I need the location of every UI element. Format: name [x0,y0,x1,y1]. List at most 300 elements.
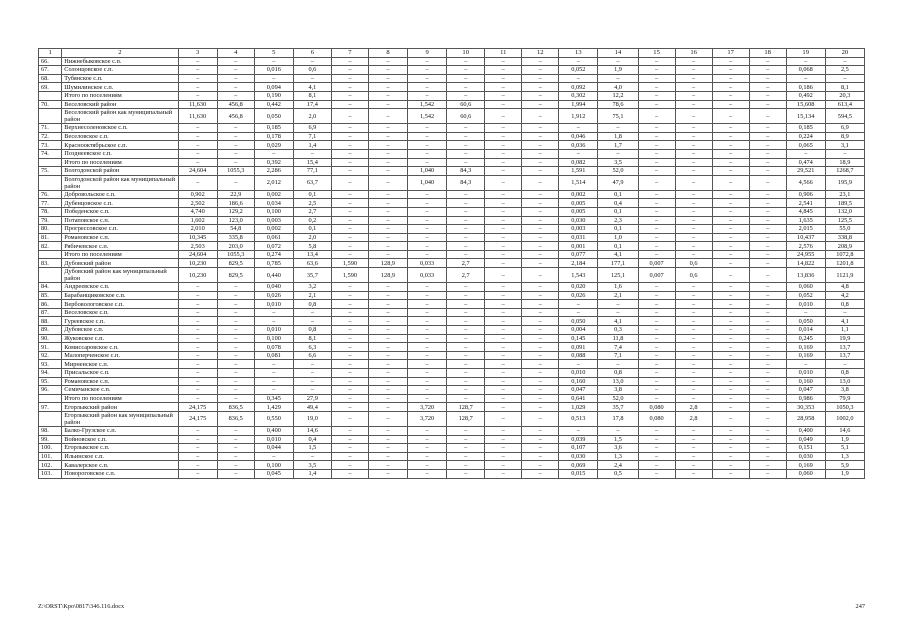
table-cell: 1121,9 [825,268,864,283]
row-number [39,250,62,259]
table-cell: 2,184 [559,259,598,268]
table-cell: 0,010 [254,326,293,335]
table-cell: 1,9 [825,469,864,478]
table-cell: – [712,351,749,360]
table-cell: 0,047 [786,386,825,395]
row-number: 74. [39,149,62,158]
table-cell: 0,092 [559,83,598,92]
table-cell: – [408,57,447,66]
table-cell: – [331,334,368,343]
table-cell: – [331,100,368,109]
table-cell: 1,4 [293,469,331,478]
table-cell: – [331,190,368,199]
row-name: Краснооктябрьское с.п. [62,141,178,150]
table-cell: – [254,386,293,395]
table-cell: 3,720 [408,411,447,426]
table-cell: 2,8 [675,403,712,412]
row-number: 84. [39,283,62,292]
table-cell: 0,020 [559,283,598,292]
table-cell: – [217,149,254,158]
table-cell: – [712,225,749,234]
table-cell: – [368,207,407,216]
table-cell: – [368,175,407,190]
table-cell: – [331,149,368,158]
table-cell: – [638,283,675,292]
table-cell: 0,082 [559,158,598,167]
table-cell: – [485,360,522,369]
table-cell: – [408,291,447,300]
table-cell: – [559,74,598,83]
table-cell: – [675,225,712,234]
table-cell: 0,785 [254,259,293,268]
table-cell: – [712,411,749,426]
row-number: 68. [39,74,62,83]
table-cell: – [447,216,485,225]
table-cell: – [749,469,786,478]
table-cell: 1,591 [559,167,598,176]
table-cell: 8,1 [293,334,331,343]
row-number: 66. [39,57,62,66]
table-cell: – [675,334,712,343]
table-cell: – [675,124,712,133]
table-cell: – [522,308,559,317]
row-number: 92. [39,351,62,360]
row-number: 78. [39,207,62,216]
table-cell: – [178,57,217,66]
row-name: Позднеевское с.п. [62,149,178,158]
table-cell: – [675,377,712,386]
row-number: 73. [39,141,62,150]
row-name: Дубенцовское с.п. [62,199,178,208]
table-cell: – [485,83,522,92]
table-cell: – [368,57,407,66]
table-cell: 4,2 [825,291,864,300]
table-cell: – [675,132,712,141]
table-cell: – [485,207,522,216]
table-cell: – [749,158,786,167]
table-cell: 7,1 [293,132,331,141]
table-cell: 1,542 [408,100,447,109]
table-cell: – [408,452,447,461]
table-cell: – [638,233,675,242]
table-cell: – [638,124,675,133]
row-name: Рябичевское с.п. [62,242,178,251]
table-cell: 1,635 [786,216,825,225]
table-cell: – [485,343,522,352]
table-cell: – [447,435,485,444]
table-cell: – [408,360,447,369]
table-cell: 0,224 [786,132,825,141]
table-cell: 6,9 [825,124,864,133]
table-cell: – [368,426,407,435]
table-cell: – [675,435,712,444]
table-cell: 0,100 [254,461,293,470]
table-cell: – [368,300,407,309]
table-cell: 0,080 [638,411,675,426]
table-cell: – [712,216,749,225]
table-cell: – [447,124,485,133]
table-cell: – [408,317,447,326]
table-row [39,403,865,412]
row-number [39,394,62,403]
table-cell: – [485,411,522,426]
table-cell: – [331,57,368,66]
table-cell: – [675,426,712,435]
table-cell: – [217,66,254,75]
table-cell: – [712,242,749,251]
table-cell: – [447,158,485,167]
table-cell: – [675,461,712,470]
table-cell: – [638,225,675,234]
row-number: 96. [39,386,62,395]
table-cell: 1,514 [559,175,598,190]
row-name: Кавалерское с.п. [62,461,178,470]
table-cell: – [675,469,712,478]
table-cell: 0,050 [254,109,293,124]
row-number: 69. [39,83,62,92]
column-header: 7 [331,49,368,58]
table-cell: 1,543 [559,268,598,283]
row-number: 80. [39,225,62,234]
row-number: 90. [39,334,62,343]
table-cell: – [447,351,485,360]
page-footer [38,603,865,613]
table-cell: 0,986 [786,394,825,403]
row-number: 95. [39,377,62,386]
table-cell: 3,1 [825,141,864,150]
table-cell: – [178,435,217,444]
row-number: 85. [39,291,62,300]
table-cell: 0,392 [254,158,293,167]
table-cell: 128,9 [368,268,407,283]
table-cell: 5,9 [825,461,864,470]
table-cell: – [559,57,598,66]
table-cell: – [749,351,786,360]
table-cell: – [178,469,217,478]
table-cell: 2,0 [293,109,331,124]
table-cell: – [447,74,485,83]
table-row [39,461,865,470]
table-cell: – [522,351,559,360]
column-header: 20 [825,49,864,58]
table-cell: – [598,57,638,66]
table-cell: 0,8 [598,369,638,378]
column-header: 10 [447,49,485,58]
table-cell: 613,4 [825,100,864,109]
table-cell: 0,050 [559,317,598,326]
table-cell: 0,3 [598,326,638,335]
table-cell: – [485,167,522,176]
table-cell: – [447,317,485,326]
row-number [39,91,62,100]
column-header: 16 [675,49,712,58]
table-cell: – [408,91,447,100]
table-cell: – [447,141,485,150]
table-row [39,343,865,352]
table-cell: – [522,66,559,75]
table-row [39,435,865,444]
table-cell: 177,1 [598,259,638,268]
table-cell: 0,190 [254,91,293,100]
table-cell: 75,1 [598,109,638,124]
table-cell: – [712,199,749,208]
table-cell: 195,9 [825,175,864,190]
table-cell: – [638,250,675,259]
table-row [39,141,865,150]
table-cell: – [522,300,559,309]
column-header: 18 [749,49,786,58]
row-number: 70. [39,100,62,109]
table-cell: – [408,377,447,386]
table-cell: – [522,291,559,300]
table-cell: 60,6 [447,109,485,124]
table-cell: – [254,74,293,83]
table-cell: – [675,207,712,216]
row-name: Тубянское с.п. [62,74,178,83]
table-cell: 0,065 [786,141,825,150]
table-cell: – [368,242,407,251]
table-cell: – [217,317,254,326]
table-row [39,317,865,326]
table-cell: 6,3 [293,343,331,352]
table-cell: 0,8 [825,369,864,378]
table-cell: – [522,452,559,461]
table-row [39,233,865,242]
table-cell: – [331,308,368,317]
table-cell: 0,030 [559,216,598,225]
table-cell: – [712,308,749,317]
table-cell: 123,0 [217,216,254,225]
table-cell: – [217,469,254,478]
table-cell: – [447,452,485,461]
table-cell: – [675,199,712,208]
table-cell: – [522,334,559,343]
table-cell: – [368,334,407,343]
table-cell: – [749,411,786,426]
table-cell: – [368,394,407,403]
table-cell: 0,044 [254,444,293,453]
table-cell: 0,072 [254,242,293,251]
table-cell: – [485,334,522,343]
table-cell: – [749,435,786,444]
table-cell: – [178,124,217,133]
table-cell: 0,030 [559,452,598,461]
table-cell: – [368,343,407,352]
table-cell: 0,052 [786,291,825,300]
table-cell: – [712,369,749,378]
table-row [39,268,865,283]
table-cell: – [368,100,407,109]
table-cell: 0,029 [254,141,293,150]
table-cell: – [786,74,825,83]
table-cell: – [749,74,786,83]
table-cell: 4,1 [598,250,638,259]
table-cell: – [638,369,675,378]
table-row [39,308,865,317]
table-cell: 24,604 [178,250,217,259]
table-cell: 4,845 [786,207,825,216]
table-cell: – [522,91,559,100]
table-cell: – [522,242,559,251]
table-cell: 0,031 [559,233,598,242]
table-cell: 63,7 [293,175,331,190]
table-cell: 208,9 [825,242,864,251]
table-cell: – [447,386,485,395]
table-cell: – [712,158,749,167]
table-cell: 3,2 [293,283,331,292]
table-cell: – [712,141,749,150]
table-cell: 2,8 [675,411,712,426]
data-table [38,48,865,479]
row-number: 67. [39,66,62,75]
table-cell: – [331,403,368,412]
table-cell: 12,2 [598,91,638,100]
table-cell: – [178,369,217,378]
table-cell: – [485,190,522,199]
table-cell: 0,442 [254,100,293,109]
table-cell: 1,6 [598,283,638,292]
table-cell: 1,040 [408,175,447,190]
table-cell: – [331,109,368,124]
table-cell: 2,015 [786,225,825,234]
table-cell: – [712,91,749,100]
table-cell: – [408,225,447,234]
table-cell: – [485,369,522,378]
row-number: 89. [39,326,62,335]
table-cell: 11,630 [178,109,217,124]
table-cell: 0,091 [559,343,598,352]
row-number: 76. [39,190,62,199]
table-cell: 2,1 [293,291,331,300]
table-cell: – [368,124,407,133]
row-name: Добровольское с.п. [62,190,178,199]
table-cell: 0,8 [293,326,331,335]
row-name: Веселовское с.п. [62,132,178,141]
table-cell: – [408,308,447,317]
table-cell: – [178,317,217,326]
table-cell: – [178,300,217,309]
table-cell: – [331,291,368,300]
header-row [39,49,865,58]
row-name: Вербовологовское с.п. [62,300,178,309]
table-cell: 0,026 [254,291,293,300]
table-cell: – [485,109,522,124]
table-cell: 11,630 [178,100,217,109]
table-cell: – [293,360,331,369]
table-cell: 0,069 [559,461,598,470]
table-cell: – [638,158,675,167]
table-cell: 0,274 [254,250,293,259]
table-cell: – [254,452,293,461]
table-cell: – [178,360,217,369]
table-cell: 47,9 [598,175,638,190]
table-cell: – [522,343,559,352]
table-cell: 13,836 [786,268,825,283]
table-row [39,225,865,234]
table-cell: – [675,167,712,176]
table-cell: – [178,83,217,92]
table-cell: 0,107 [559,444,598,453]
table-cell: – [749,283,786,292]
table-cell: – [485,317,522,326]
table-cell: – [485,175,522,190]
table-cell: – [331,469,368,478]
table-cell: 0,2 [293,216,331,225]
row-number: 91. [39,343,62,352]
table-cell: 0,145 [559,334,598,343]
row-name: Гуреевское с.п. [62,317,178,326]
table-cell: 28,958 [786,411,825,426]
table-cell: – [749,100,786,109]
table-cell: – [825,360,864,369]
table-cell: – [331,124,368,133]
table-cell: – [408,386,447,395]
table-cell: 1,590 [331,268,368,283]
table-cell: – [675,444,712,453]
table-cell: – [522,158,559,167]
table-cell: 27,9 [293,394,331,403]
table-cell: – [408,250,447,259]
table-cell: – [638,141,675,150]
table-cell: 0,077 [559,250,598,259]
table-cell: 1268,7 [825,167,864,176]
table-cell: – [638,83,675,92]
table-cell: – [408,394,447,403]
table-cell: – [522,100,559,109]
table-cell: 0,185 [254,124,293,133]
table-cell: – [408,199,447,208]
table-cell: 1,1 [825,326,864,335]
table-cell: – [408,326,447,335]
table-cell: – [217,132,254,141]
table-cell: – [408,469,447,478]
table-cell: 0,169 [786,343,825,352]
table-cell: – [447,57,485,66]
table-cell: 0,906 [786,190,825,199]
table-cell: – [217,343,254,352]
table-cell: 79,9 [825,394,864,403]
table-cell: 5,1 [825,444,864,453]
table-cell: – [749,291,786,300]
table-row [39,100,865,109]
table-cell: – [749,317,786,326]
table-cell: – [485,199,522,208]
table-cell: – [331,326,368,335]
table-cell: – [675,351,712,360]
table-cell: 0,026 [559,291,598,300]
table-cell: – [485,394,522,403]
table-cell: 2,5 [825,66,864,75]
table-cell: – [331,452,368,461]
table-cell: – [368,132,407,141]
table-cell: – [217,175,254,190]
table-cell: 456,8 [217,100,254,109]
table-cell: – [712,452,749,461]
table-cell: – [749,167,786,176]
table-cell: – [368,109,407,124]
row-number: 79. [39,216,62,225]
table-cell: – [447,334,485,343]
table-cell: – [712,109,749,124]
table-cell: 3,8 [598,386,638,395]
table-cell: – [408,435,447,444]
table-cell: – [217,91,254,100]
table-cell: – [749,199,786,208]
table-cell: – [712,283,749,292]
table-cell: 13,7 [825,343,864,352]
table-cell: 836,5 [217,403,254,412]
table-cell: – [638,291,675,300]
